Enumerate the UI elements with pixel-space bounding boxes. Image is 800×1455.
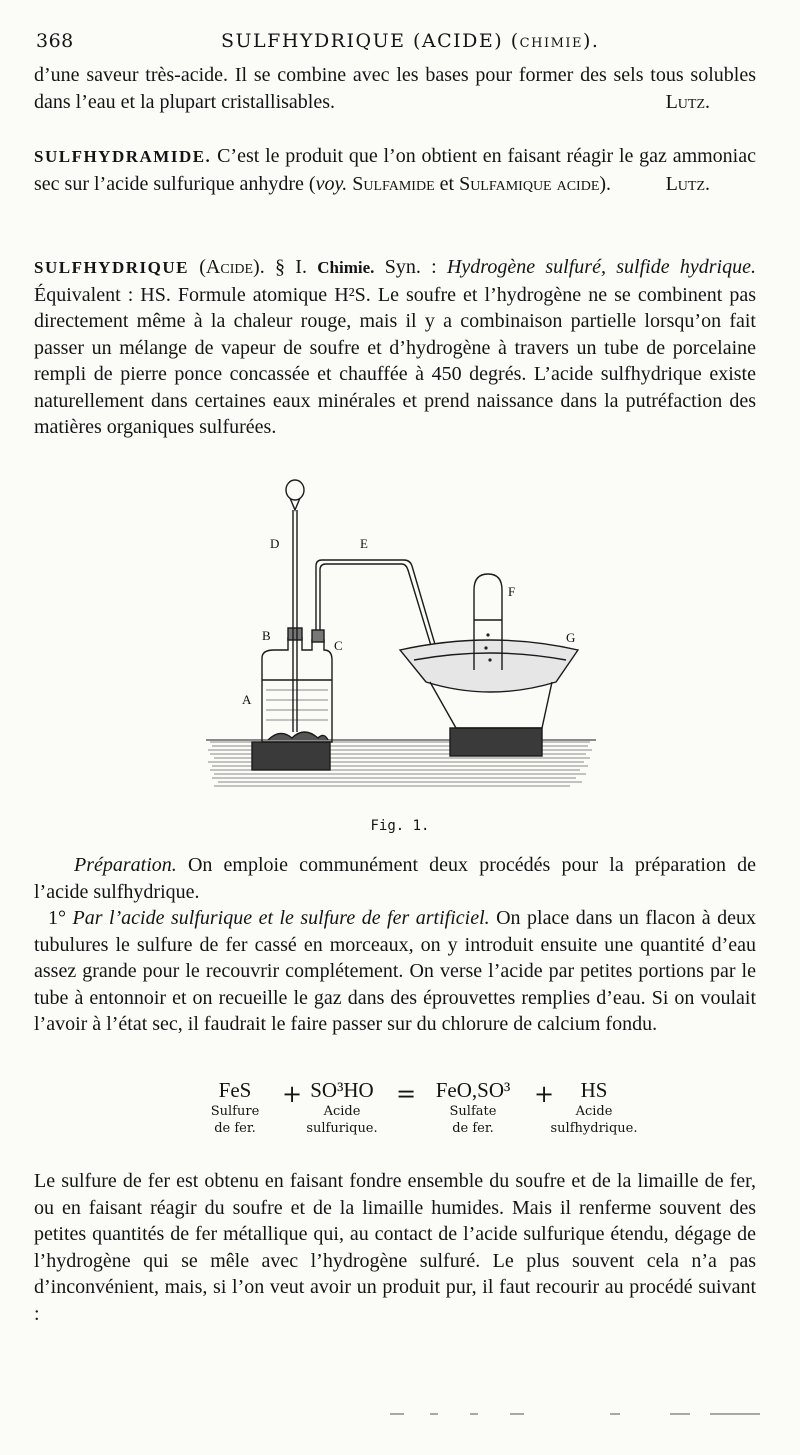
apparatus-figure [200,470,600,800]
paragraph-continuation: d’une saveur très-acide. Il se combine avec les bases pour former des sels tous solubles dans l’eau et la plupart cristallisables. Lutz. [34,62,756,115]
running-header [36,30,760,56]
eq-plus-1: + [282,1080,303,1108]
paragraph-sulfure-de-fer: Le sulfure de fer est obtenu en faisant fondre ensemble du soufre et de la limaille de fer, ou en faisant réagir du soufre et de la limaille humides. Mais il renferme souvent des petites quantités de fer métallique qui, au contact de l’acide sulfurique étendu, dégage de l’hydrogène qui se mêle avec l’hydrogène sulfuré. Le plus souvent cela n’a pas d’inconvénient, mais, si l’on veut avoir un produit pur, il faut recourir au procédé suivant : [34,1170,756,1325]
paragraph-procede-1: 1° Par l’acide sulfurique et le sulfure de fer artificiel. On place dans un flacon à deux tubulures le sulfure de fer cassé en morceaux, on y introduit ensuite une quantité d’eau assez grande pour le recouvrir complétement. On verse l’acide par petites portions par le tube à entonnoir et on recueille le gaz dans des éprouvettes remplies d’eau. Si on voulait l’avoir à l’état sec, il faudrait le faire passer sur du chlorure de calcium fondu. [34,907,757,1035]
running-title-main: SULFHYDRIQUE (ACIDE) [221,30,504,52]
label-b: B [262,628,271,643]
label-a: A [242,692,252,707]
paragraph-preparation: Préparation. On emploie communément deux procédés pour la préparation de l’acide sulfhydrique. [34,854,756,903]
label-e: E [360,536,368,551]
label-c: C [334,638,343,653]
eq-term-hs: HS Acide sulfhydrique. [550,1078,638,1136]
running-title-sub: CHIMIE [519,36,584,51]
page-number: 368 [36,30,74,52]
figure-caption: Fig. 1. [370,818,430,834]
eq-plus-2: + [534,1080,555,1108]
footer-scan-marks [390,1410,770,1418]
headword-sulfhydrique: SULFHYDRIQUE [34,258,189,277]
eq-equals: = [396,1080,417,1108]
label-f: F [508,584,516,599]
label-d: D [270,536,280,551]
entry-sulfhydrique: SULFHYDRIQUE (Acide). § I. Chimie. Syn. : Hydrogène sulfuré, sulfide hydrique. Équivalent : HS. Formule atomique H²S. Le soufre et l’hydrogène ne se combinent pas directement même à la chaleur rouge, mais il y a combinaison partielle lorsqu’on fait passer un mélange de vapeur de soufre et d’hydrogène à travers un tube de porcelaine rempli de pierre ponce concassée et chauffée à 450 degrés. L’acide sulfhydrique existe naturellement dans certaines eaux minérales et prend naissance dans la putréfaction des matières organiques sulfurées. [34,256,756,438]
signature-lutz-1: Lutz. [665,90,710,113]
signature-lutz-2: Lutz. [665,172,710,195]
entry-sulfhydramide: SULFHYDRAMIDE. C’est le produit que l’on obtient en faisant réagir le gaz ammoniac sec sur l’acide sulfurique anhydre (voy. Sulfamide et Sulfamique acide). Lutz. [34,143,756,197]
eq-term-acid: SO³HO Acide sulfurique. [306,1078,378,1136]
eq-term-sulfate: FeO,SO³ Sulfate de fer. [435,1078,511,1136]
ref-sulfamide: Sulfamide [347,172,435,195]
eq-term-fes: FeS Sulfure de fer. [210,1078,260,1136]
label-g: G [566,630,576,645]
running-title: SULFHYDRIQUE (ACIDE) (CHIMIE). [221,30,600,52]
ref-sulfamique-acide: Sulfamique acide [459,172,600,195]
headword-sulfhydramide: SULFHYDRAMIDE. [34,147,212,166]
chemical-equation [200,1078,640,1148]
